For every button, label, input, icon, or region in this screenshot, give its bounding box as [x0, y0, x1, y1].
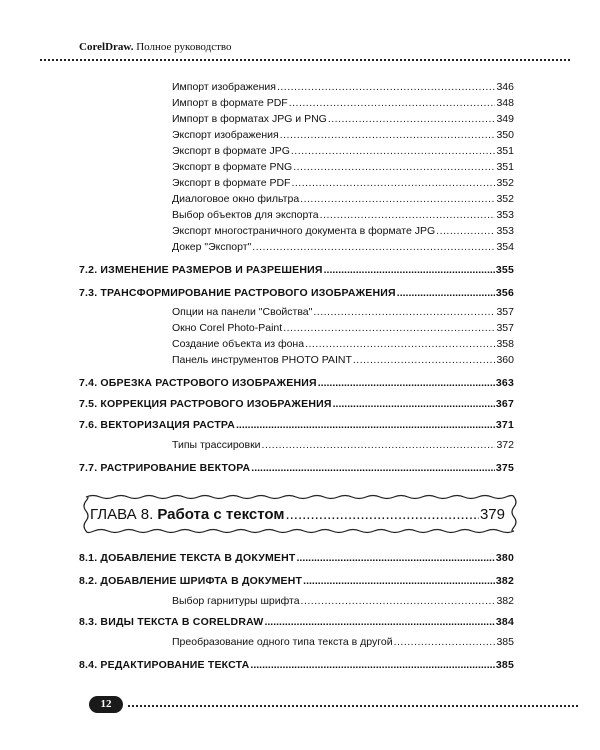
dot-leader — [436, 224, 495, 238]
toc-entry[interactable] — [172, 337, 514, 351]
dot-leader — [283, 321, 495, 335]
toc-section-title: 8.4. РЕДАКТИРОВАНИЕ ТЕКСТА — [79, 659, 250, 671]
toc-section[interactable] — [79, 574, 514, 588]
toc-entry-title: Выбор гарнитуры шрифта — [172, 595, 300, 607]
toc-section-page: 384 — [495, 616, 514, 628]
toc-entry[interactable] — [172, 80, 514, 94]
dot-leader — [301, 594, 496, 608]
toc-entry-title: Панель инструментов PHOTO PAINT — [172, 354, 352, 366]
dot-leader — [394, 635, 496, 649]
toc-section-title: 7.5. КОРРЕКЦИЯ РАСТРОВОГО ИЗОБРАЖЕНИЯ — [79, 398, 332, 410]
toc-section-page: 371 — [495, 419, 514, 431]
toc-entry-page: 351 — [496, 161, 514, 173]
dot-leader — [236, 418, 495, 432]
dot-leader — [289, 96, 496, 110]
toc-entry[interactable] — [172, 635, 514, 649]
page-number-badge: 12 — [89, 696, 123, 713]
dot-leader — [303, 574, 495, 588]
dot-leader — [333, 397, 495, 411]
toc-entry-title: Окно Corel Photo-Paint — [172, 322, 283, 334]
toc-entry-page: 372 — [496, 439, 514, 451]
toc-section-title: 7.3. ТРАНСФОРМИРОВАНИЕ РАСТРОВОГО ИЗОБРАЖЕНИЯ — [79, 287, 396, 299]
toc-entry-page: 351 — [496, 145, 514, 157]
toc-entry-page: 350 — [496, 129, 514, 141]
dot-leader — [313, 305, 495, 319]
chapter-page: 379 — [479, 506, 505, 523]
toc-entry-page: 385 — [496, 636, 514, 648]
toc-section-title: 7.2. ИЗМЕНЕНИЕ РАЗМЕРОВ И РАЗРЕШЕНИЯ — [79, 264, 323, 276]
toc-entry-title: Докер "Экспорт" — [172, 241, 252, 253]
toc-entry-page: 353 — [496, 225, 514, 237]
toc-entry-page: 382 — [496, 595, 514, 607]
dot-leader — [324, 263, 495, 277]
toc-section-page: 355 — [495, 264, 514, 276]
toc-entry-title: Типы трассировки — [172, 439, 261, 451]
toc-section-title: 8.1. ДОБАВЛЕНИЕ ТЕКСТА В ДОКУМЕНТ — [79, 552, 296, 564]
dot-leader — [353, 353, 496, 367]
dot-leader — [280, 128, 496, 142]
toc-entry-title: Экспорт в формате PNG — [172, 161, 293, 173]
toc-entry-page: 348 — [496, 97, 514, 109]
toc-section[interactable] — [79, 551, 514, 565]
toc-entry[interactable] — [172, 144, 514, 158]
toc-section[interactable] — [79, 263, 514, 277]
toc-entry-page: 360 — [496, 354, 514, 366]
toc-entry-title: Диалоговое окно фильтра — [172, 193, 300, 205]
toc-entry[interactable] — [172, 353, 514, 367]
toc-section-page: 385 — [495, 659, 514, 671]
dot-leader — [293, 160, 495, 174]
toc-entry-page: 353 — [496, 209, 514, 221]
dot-leader — [297, 551, 495, 565]
toc-entry-title: Экспорт многостраничного документа в формате JPG — [172, 225, 436, 237]
chapter-entry — [90, 506, 505, 523]
toc-entry-title: Экспорт в формате JPG — [172, 145, 290, 157]
toc-entry-title: Импорт в формате PDF — [172, 97, 288, 109]
toc-entry-page: 354 — [496, 241, 514, 253]
toc-entry-title: Выбор объектов для экспорта — [172, 209, 319, 221]
footer-dotted-rule — [128, 705, 578, 707]
dot-leader — [262, 438, 496, 452]
toc-section[interactable] — [79, 461, 514, 475]
toc-section-title: 8.2. ДОБАВЛЕНИЕ ШРИФТА В ДОКУМЕНТ — [79, 575, 303, 587]
toc-entry[interactable] — [172, 176, 514, 190]
toc-entry-title: Создание объекта из фона — [172, 338, 305, 350]
dot-leader — [291, 176, 495, 190]
toc-section-title: 8.3. ВИДЫ ТЕКСТА В CORELDRAW — [79, 616, 264, 628]
toc-entry-page: 358 — [496, 338, 514, 350]
chapter-heading-box[interactable] — [80, 494, 520, 534]
dot-leader — [285, 506, 479, 523]
dot-leader — [328, 112, 496, 126]
toc-entry-page: 349 — [496, 113, 514, 125]
toc-entry[interactable] — [172, 224, 514, 238]
toc-section[interactable] — [79, 397, 514, 411]
toc-entry[interactable] — [172, 438, 514, 452]
toc-section-page: 363 — [495, 377, 514, 389]
dot-leader — [251, 461, 495, 475]
toc-entry-title: Импорт изображения — [172, 81, 276, 93]
toc-entry[interactable] — [172, 192, 514, 206]
dot-leader — [277, 80, 496, 94]
toc-entry[interactable] — [172, 321, 514, 335]
toc-section[interactable] — [79, 376, 514, 390]
chapter-title: Работа с текстом — [157, 506, 285, 523]
toc-entry-page: 357 — [496, 322, 514, 334]
toc-entry-page: 352 — [496, 193, 514, 205]
toc-section-page: 382 — [495, 575, 514, 587]
toc-entry-title: Опции на панели "Свойства" — [172, 306, 313, 318]
toc-entry[interactable] — [172, 160, 514, 174]
toc-section-page: 380 — [495, 552, 514, 564]
dot-leader — [300, 192, 495, 206]
toc-section-title: 7.6. ВЕКТОРИЗАЦИЯ РАСТРА — [79, 419, 235, 431]
running-head — [79, 41, 232, 53]
dot-leader — [264, 615, 494, 629]
toc-entry-title: Импорт в форматах JPG и PNG — [172, 113, 327, 125]
toc-entry-page: 357 — [496, 306, 514, 318]
toc-entry-title: Преобразование одного типа текста в другой — [172, 636, 393, 648]
chapter-label: ГЛАВА 8. — [90, 506, 154, 523]
toc-section[interactable] — [79, 615, 514, 629]
dot-leader — [305, 337, 495, 351]
dot-leader — [250, 658, 494, 672]
dot-leader — [252, 240, 495, 254]
toc-entry[interactable] — [172, 112, 514, 126]
toc-section[interactable] — [79, 418, 514, 432]
book-subtitle: Полное руководство — [133, 41, 232, 53]
toc-entry[interactable] — [172, 240, 514, 254]
toc-entry[interactable] — [172, 208, 514, 222]
toc-entry-title: Экспорт изображения — [172, 129, 279, 141]
toc-section-page: 367 — [495, 398, 514, 410]
toc-section[interactable] — [79, 286, 514, 300]
toc-entry-page: 346 — [496, 81, 514, 93]
toc-entry[interactable] — [172, 128, 514, 142]
toc-section-title: 7.7. РАСТРИРОВАНИЕ ВЕКТОРА — [79, 462, 251, 474]
toc-entry-title: Экспорт в формате PDF — [172, 177, 291, 189]
dot-leader — [318, 376, 495, 390]
toc-section[interactable] — [79, 658, 514, 672]
toc-section-page: 375 — [495, 462, 514, 474]
dot-leader — [291, 144, 496, 158]
toc-section-page: 356 — [495, 287, 514, 299]
toc-entry-page: 352 — [496, 177, 514, 189]
toc-entry[interactable] — [172, 305, 514, 319]
toc-entry[interactable] — [172, 96, 514, 110]
dot-leader — [320, 208, 496, 222]
toc-entry[interactable] — [172, 594, 514, 608]
book-brand: CorelDraw. — [79, 41, 134, 53]
dot-leader — [397, 286, 495, 300]
header-dotted-rule — [40, 59, 570, 61]
toc-section-title: 7.4. ОБРЕЗКА РАСТРОВОГО ИЗОБРАЖЕНИЯ — [79, 377, 317, 389]
